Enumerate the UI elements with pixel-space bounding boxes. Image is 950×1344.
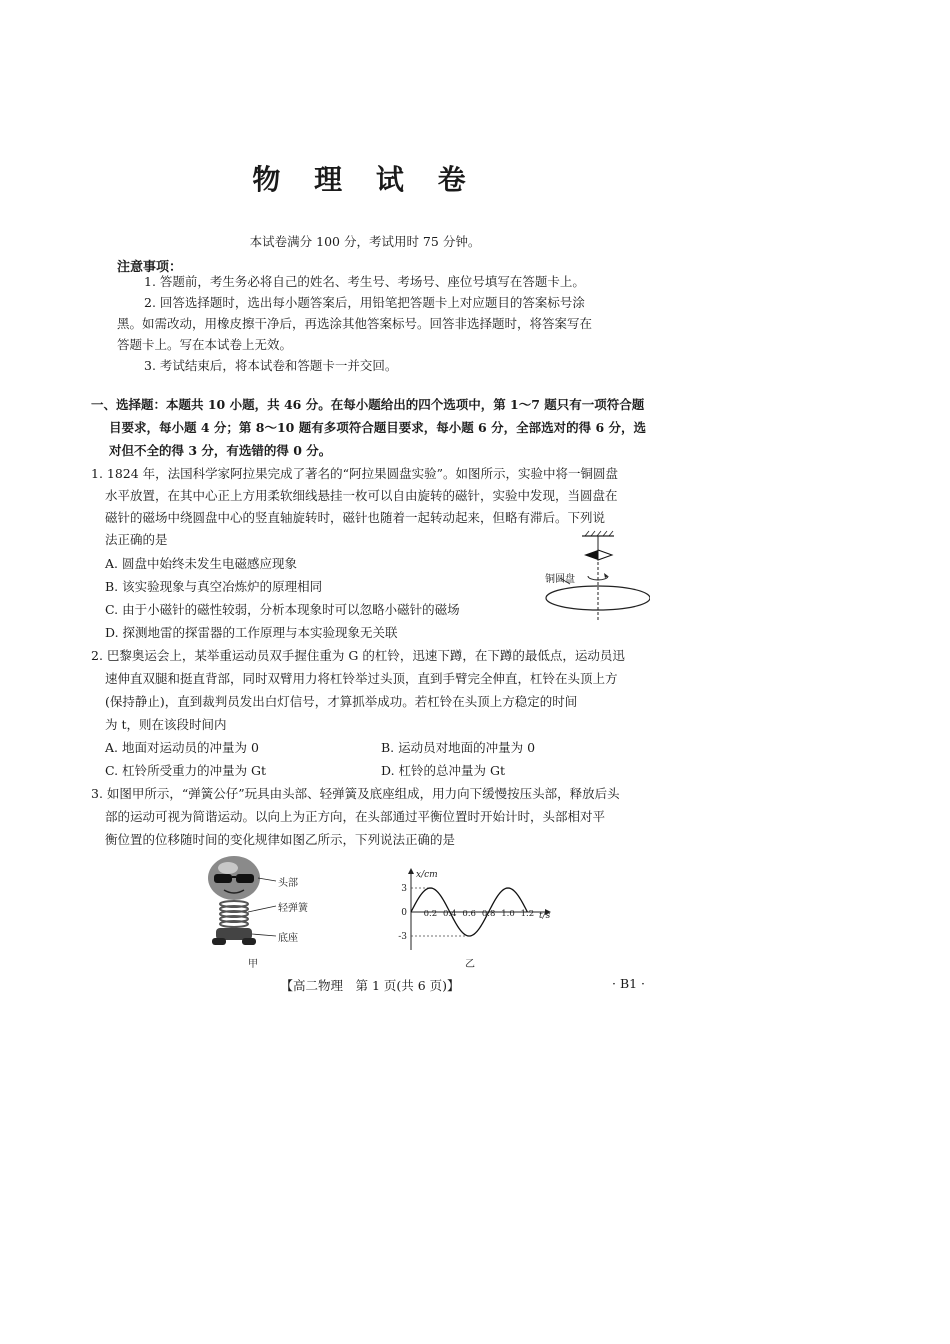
x-tick-label: 0.2 (423, 909, 438, 919)
section-heading-line: 对但不全的得 3 分，有选错的得 0 分。 (109, 443, 332, 458)
q3-stem: 衡位置的位移随时间的变化规律如图乙所示，下列说法正确的是 (105, 832, 456, 847)
x-tick-label: 0.6 (462, 909, 476, 919)
q1-stem: 磁针的磁场中绕圆盘中心的竖直轴旋转时，磁针也随着一起转动起来，但略有滞后。下列说 (105, 510, 606, 525)
y-axis-label: x/cm (416, 870, 438, 880)
q1-option-b: B. 该实验现象与真空冶炼炉的原理相同 (105, 579, 323, 594)
q3-stem: 部的运动可视为简谐运动。以向上为正方向，在头部通过平衡位置时开始计时，头部相对平 (105, 809, 606, 824)
x-tick-label: 1.2 (520, 909, 535, 919)
q1-option-d: D. 探测地雷的探雷器的工作原理与本实验现象无关联 (105, 625, 398, 640)
notes-heading: 注意事项： (117, 260, 183, 275)
figure-a-caption: 甲 (248, 959, 258, 970)
x-tick-label: 1.0 (501, 909, 515, 919)
copper-disk-label: 铜圆盘 (545, 574, 575, 585)
figure-b-caption: 乙 (465, 959, 475, 970)
q2-option-b: B. 运动员对地面的冲量为 0 (381, 740, 536, 755)
y-tick-label: 0 (401, 908, 407, 918)
q2-stem: (保持静止)，直到裁判员发出白灯信号，才算抓举成功。若杠铃在头顶上方稳定的时间 (105, 694, 578, 709)
q2-stem: 速伸直双腿和挺直背部，同时双臂用力将杠铃举过头顶，直到手臂完全伸直，杠铃在头顶上方 (105, 671, 618, 686)
note-line: 答题卡上。写在本试卷上无效。 (117, 337, 293, 352)
y-tick-label: -3 (398, 932, 407, 942)
section-heading: 一、选择题：本题共 10 小题，共 46 分。在每小题给出的四个选项中，第 1～7 题只有一项符合题 (91, 397, 645, 412)
q1-option-c: C. 由于小磁针的磁性较弱，分析本现象时可以忽略小磁针的磁场 (105, 602, 460, 617)
q1-stem: 水平放置，在其中心正上方用柔软细线悬挂一枚可以自由旋转的磁针，实验中发现，当圆盘在 (105, 488, 618, 503)
label-head: 头部 (278, 878, 298, 889)
x-tick-label: 0.8 (481, 909, 496, 919)
spring-toy-figure (200, 854, 280, 950)
note-line: 2. 回答选择题时，选出每小题答案后，用铅笔把答题卡上对应题目的答案标号涂 (144, 295, 585, 310)
displacement-time-chart (393, 866, 563, 954)
q2-stem: 2. 巴黎奥运会上，某举重运动员双手握住重为 G 的杠铃，迅速下蹲，在下蹲的最低点，运动员迅 (91, 648, 625, 663)
q1-stem: 法正确的是 (105, 532, 168, 547)
q2-option-c: C. 杠铃所受重力的冲量为 Gt (105, 763, 267, 778)
q1-stem: 1. 1824 年，法国科学家阿拉果完成了著名的“阿拉果圆盘实验”。如图所示，实验中将一铜圆盘 (91, 466, 618, 481)
x-tick-label: 0.4 (443, 909, 457, 919)
y-axis-arrow (408, 868, 414, 874)
note-line: 3. 考试结束后，将本试卷和答题卡一并交回。 (144, 358, 398, 373)
q2-option-d: D. 杠铃的总冲量为 Gt (381, 763, 506, 778)
section-heading-line: 目要求，每小题 4 分；第 8～10 题有多项符合题目要求，每小题 6 分，全部选对的得 6 分，选 (109, 420, 647, 435)
q1-option-a: A. 圆盘中始终未发生电磁感应现象 (105, 556, 297, 571)
page-code: · B1 · (612, 976, 646, 991)
x-axis-label: t/s (539, 911, 551, 921)
q3-stem: 3. 如图甲所示，“弹簧公仔”玩具由头部、轻弹簧及底座组成，用力向下缓慢按压头部，释放后头 (91, 786, 620, 801)
label-spring: 轻弹簧 (278, 903, 308, 914)
q2-stem: 为 t，则在该段时间内 (105, 717, 227, 732)
note-line: 黑。如需改动，用橡皮擦干净后，再选涂其他答案标号。回答非选择题时，将答案写在 (117, 316, 593, 331)
y-tick-label: 3 (401, 884, 407, 894)
label-base: 底座 (278, 933, 298, 944)
page-footer: 【高二物理 第 1 页(共 6 页)】 (280, 978, 460, 993)
note-line: 1. 答题前，考生务必将自己的姓名、考生号、考场号、座位号填写在答题卡上。 (144, 274, 585, 289)
page-title: 物 理 试 卷 (252, 163, 478, 196)
q2-option-a: A. 地面对运动员的冲量为 0 (105, 740, 259, 755)
exam-info: 本试卷满分 100 分，考试用时 75 分钟。 (249, 234, 481, 249)
